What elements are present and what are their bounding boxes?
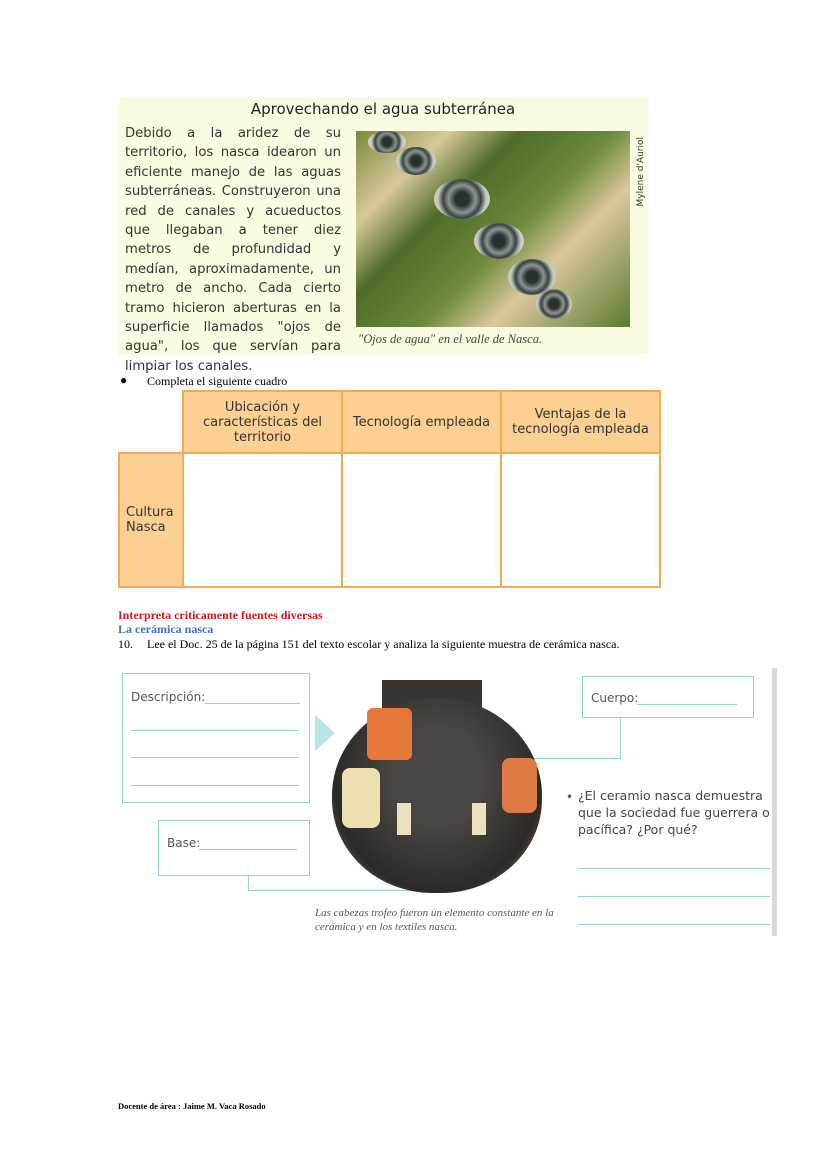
base-box[interactable] bbox=[158, 820, 310, 876]
ceramic-caption: Las cabezas trofeo fueron un elemento constante en la cerámica y en los textiles nasca. bbox=[315, 907, 554, 933]
body-label: Cuerpo: bbox=[591, 691, 639, 705]
base-label: Base: bbox=[167, 836, 201, 850]
photo-credit: Mylene d'Auriol bbox=[636, 137, 646, 207]
nasca-ceramic-vessel-image bbox=[332, 678, 542, 893]
bullet-icon: ● bbox=[120, 373, 128, 387]
instruction-text: Completa el siguiente cuadro bbox=[147, 374, 288, 388]
reading-box bbox=[118, 97, 648, 374]
question-10 bbox=[118, 637, 633, 652]
bullet-icon-2: • bbox=[566, 790, 574, 804]
footer-teacher: Docente de área : Jaime M. Vaca Rosado bbox=[118, 1101, 266, 1111]
question-text: Lee el Doc. 25 de la página 151 del texto escolar y analiza la siguiente muestra de cerámica nasca. bbox=[147, 637, 620, 651]
header-ventajas: Ventajas de la tecnología empleada bbox=[501, 391, 660, 453]
row-label-cultura-nasca: Cultura Nasca bbox=[119, 453, 183, 587]
description-label: Descripción: bbox=[131, 690, 206, 704]
ojos-de-agua-photo bbox=[356, 131, 630, 327]
table-corner bbox=[119, 391, 183, 453]
cell-ubicacion[interactable] bbox=[183, 453, 342, 587]
answer-line[interactable] bbox=[578, 924, 770, 925]
body-box[interactable] bbox=[582, 676, 754, 718]
reading-title: Aprovechando el agua subterránea bbox=[250, 100, 516, 118]
page-edge bbox=[772, 668, 777, 936]
cell-tecnologia[interactable] bbox=[342, 453, 501, 587]
analysis-table bbox=[118, 390, 661, 588]
section-subtitle: La cerámica nasca bbox=[118, 622, 214, 636]
section-title: Interpreta criticamente fuentes diversas bbox=[118, 608, 323, 622]
answer-line[interactable] bbox=[578, 896, 770, 897]
reading-text: Debido a la aridez de su territorio, los nasca idearon un eficiente manejo de las aguas subterráneas. Construyeron una red de canales y acueductos que llegaban a tener diez metros de profundidad y medían, aproximadamente, un metro de ancho. Cada cierto tramo hicieron aberturas en la superficie llamados "ojos de agua", los que servían para limpiar los canales. bbox=[125, 126, 341, 374]
photo-caption: "Ojos de agua" en el valle de Nasca. bbox=[358, 332, 543, 346]
header-tecnologia: Tecnología empleada bbox=[342, 391, 501, 453]
question-number: 10. bbox=[118, 637, 133, 651]
answer-line[interactable] bbox=[578, 868, 770, 869]
header-ubicacion: Ubicación y características del territorio bbox=[183, 391, 342, 453]
cell-ventajas[interactable] bbox=[501, 453, 660, 587]
ceramic-question: ¿El ceramio nasca demuestra que la sociedad fue guerrera o pacífica? ¿Por qué? bbox=[578, 788, 770, 837]
description-box[interactable] bbox=[122, 673, 310, 803]
